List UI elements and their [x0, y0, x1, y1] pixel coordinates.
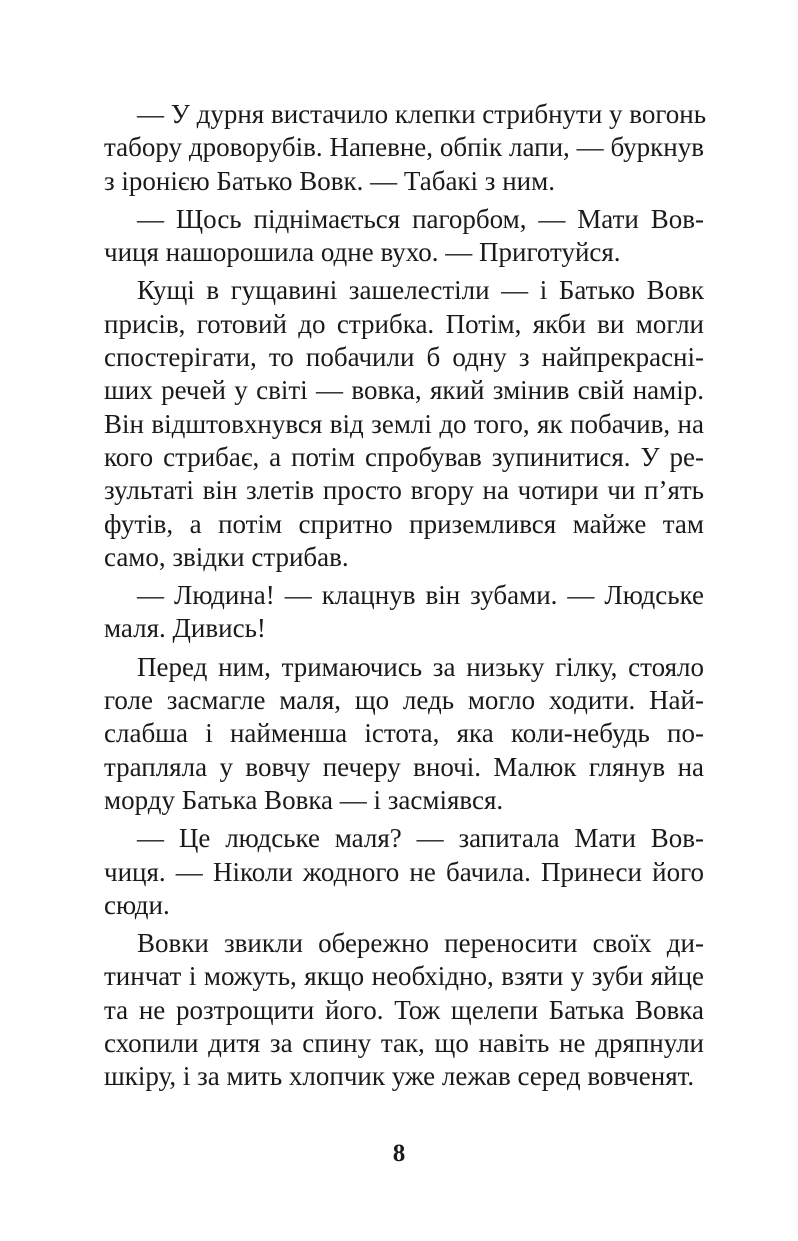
text-line: спостерігати, то побачили б одну з найпрекрасні-: [104, 342, 704, 373]
text-line: кого стрибає, а потім спробував зупинитися. У ре-: [104, 441, 704, 472]
text-line: Вовки звикли обережно переносити своїх ди-: [137, 928, 704, 959]
text-line: табору дроворубів. Напевне, обпік лапи, — буркнув: [104, 132, 704, 163]
text-line: морду Батька Вовка — і засміявся.: [104, 784, 504, 815]
text-line: чиця нашорошила одне вухо. — Приготуйся.: [104, 237, 621, 268]
text-line: — У дурня вистачило клепки стрибнути у вогонь: [137, 99, 707, 129]
text-line: футів, а потім спритно приземлився майже там: [104, 508, 704, 539]
paragraph: [104, 98, 707, 198]
text-line: з іронією Батько Вовк. — Табакі з ним.: [104, 165, 555, 196]
paragraph: [104, 927, 704, 1093]
body-text: [104, 98, 707, 1099]
text-line: голе засмагле маля, що ледь могло ходити. Най-: [104, 685, 704, 716]
text-line: слабша і найменша істота, яка коли-небудь по-: [104, 718, 704, 749]
text-line: присів, готовий до стрибка. Потім, якби ви могли: [104, 308, 704, 339]
text-line: само, звідки стрибав.: [104, 541, 349, 572]
text-line: тинчат і можуть, якщо необхідно, взяти у зуби яйце: [104, 961, 704, 992]
text-line: ших речей у світі — вовка, який змінив свій намір.: [104, 375, 704, 406]
text-line: Перед ним, тримаючись за низьку гілку, стояло: [137, 651, 704, 682]
page-number: 8: [392, 1140, 406, 1167]
paragraph: [104, 579, 704, 646]
text-line: та не розтрощити його. Тож щелепи Батька Вовка: [104, 994, 704, 1025]
paragraph: [104, 651, 704, 817]
paragraph: [104, 274, 704, 574]
text-line: маля. Дивись!: [104, 613, 266, 644]
text-line: трапляла у вовчу печеру вночі. Малюк глянув на: [104, 751, 704, 782]
text-line: зультаті він злетів просто вгору на чотири чи п’ять: [104, 475, 704, 506]
text-line: схопили дитя за спину так, що навіть не дряпнули: [104, 1028, 704, 1059]
paragraph: [104, 822, 704, 922]
text-line: — Це людське маля? — запитала Мати Вов-: [137, 823, 704, 854]
text-line: — Щось піднімається пагорбом, — Мати Вов-: [137, 203, 704, 234]
text-line: чиця. — Ніколи жодного не бачила. Принеси його: [104, 856, 704, 887]
paragraph: [104, 203, 704, 270]
text-line: Кущі в гущавині зашелестіли — і Батько Вовк: [137, 275, 704, 306]
text-line: сюди.: [104, 889, 170, 920]
text-line: Він відштовхнувся від землі до того, як побачив, на: [104, 408, 704, 439]
text-line: шкіру, і за мить хлопчик уже лежав серед вовченят.: [104, 1061, 695, 1092]
text-line: — Людина! — клацнув він зубами. — Людське: [137, 580, 704, 611]
